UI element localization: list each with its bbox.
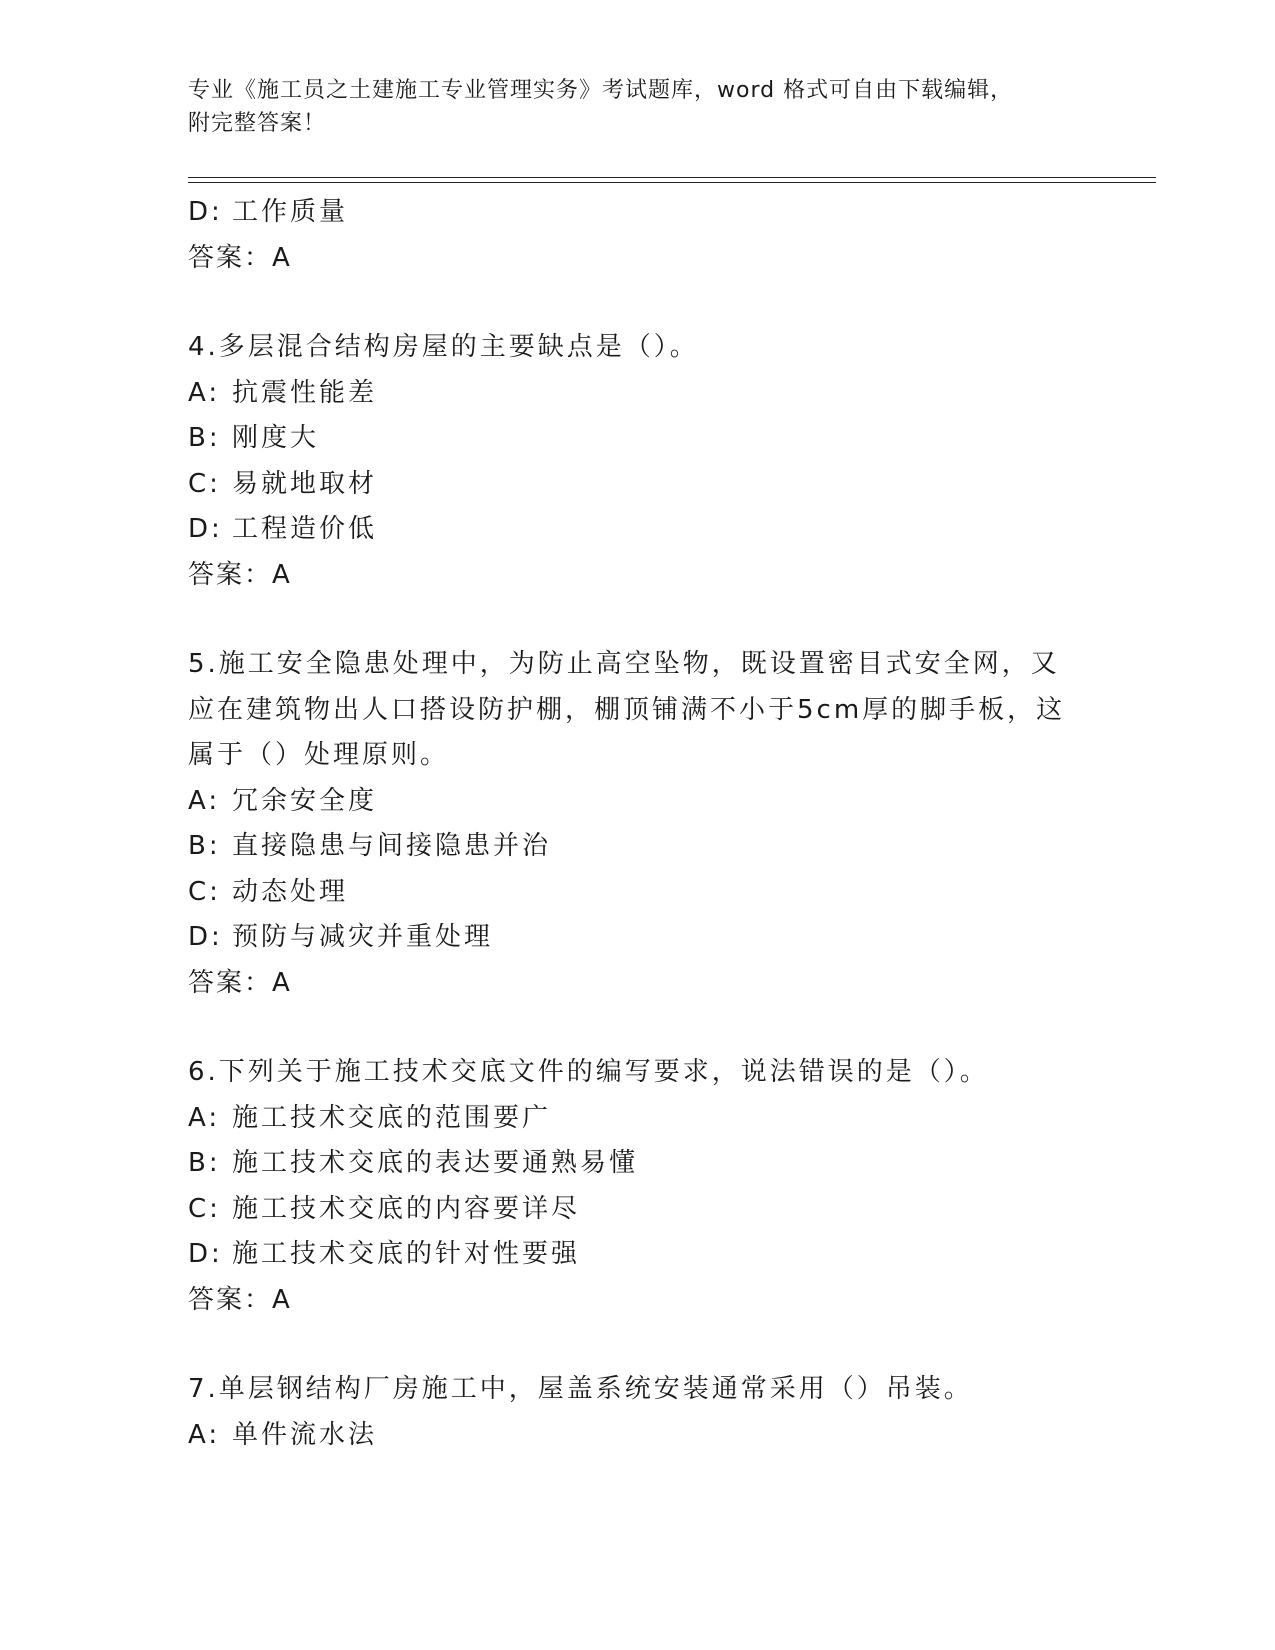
option-text: 施工技术交底的内容要详尽 — [232, 1193, 581, 1224]
option-letter: D: — [188, 514, 223, 544]
option-letter: A: — [188, 377, 221, 408]
question-5 — [188, 642, 1088, 1006]
option-letter: B: — [188, 423, 221, 453]
option-text: 工作质量 — [232, 197, 349, 227]
option-b — [188, 416, 1088, 462]
option-text: 冗余安全度 — [232, 785, 378, 816]
option-text: 动态处理 — [232, 876, 349, 907]
option-text: 易就地取材 — [232, 468, 378, 499]
option-letter: D: — [188, 197, 223, 227]
option-d — [188, 1232, 1088, 1278]
header-divider-top — [188, 177, 1156, 178]
option-d — [188, 915, 1088, 961]
header-divider-bottom — [188, 182, 1156, 183]
option-c — [188, 462, 1088, 508]
option-letter: A: — [188, 785, 221, 816]
answer-line: 答案：A — [188, 1284, 292, 1315]
document-header — [188, 74, 1068, 140]
option-letter: C: — [188, 1193, 221, 1224]
option-b — [188, 824, 1088, 870]
header-line-2: 附完整答案！ — [188, 111, 327, 136]
option-a — [188, 1096, 1088, 1142]
header-line-1: 专业《施工员之土建施工专业管理实务》考试题库，word 格式可自由下载编辑， — [188, 78, 1014, 103]
option-letter: C: — [188, 468, 221, 499]
option-text: 直接隐患与间接隐患并治 — [232, 831, 552, 861]
question-4 — [188, 325, 1088, 598]
question-text: 7.单层钢结构厂房施工中，屋盖系统安装通常采用（）吊装。 — [188, 1374, 973, 1404]
question-7 — [188, 1367, 1088, 1458]
question-text: 6.下列关于施工技术交底文件的编写要求，说法错误的是（）。 — [188, 1057, 989, 1087]
option-a — [188, 779, 1088, 825]
option-letter: A: — [188, 1102, 221, 1133]
question-list — [188, 190, 1088, 1458]
question-text-line-3: 属于（）处理原则。 — [188, 740, 450, 770]
option-text: 预防与减灾并重处理 — [232, 922, 494, 952]
option-c — [188, 870, 1088, 916]
option-text: 施工技术交底的针对性要强 — [232, 1239, 581, 1269]
option-d — [188, 190, 1088, 236]
option-letter: A: — [188, 1419, 221, 1450]
option-text: 刚度大 — [232, 423, 320, 453]
option-letter: B: — [188, 831, 221, 861]
question-text: 4.多层混合结构房屋的主要缺点是（）。 — [188, 332, 699, 362]
option-text: 施工技术交底的表达要通熟易懂 — [232, 1148, 639, 1178]
option-letter: B: — [188, 1148, 221, 1178]
option-text: 工程造价低 — [232, 514, 378, 544]
option-b — [188, 1141, 1088, 1187]
option-letter: D: — [188, 922, 223, 952]
option-letter: D: — [188, 1239, 223, 1269]
option-text: 单件流水法 — [232, 1419, 378, 1450]
option-a — [188, 1413, 1088, 1459]
answer-line: 答案：A — [188, 559, 292, 590]
option-a — [188, 371, 1088, 417]
option-c — [188, 1187, 1088, 1233]
answer-line: 答案：A — [188, 242, 292, 273]
option-text: 施工技术交底的范围要广 — [232, 1102, 552, 1133]
option-d — [188, 507, 1088, 553]
question-6 — [188, 1050, 1088, 1323]
previous-question-tail — [188, 190, 1088, 281]
option-letter: C: — [188, 876, 221, 907]
answer-line: 答案：A — [188, 967, 292, 998]
question-text-line-1: 5.施工安全隐患处理中，为防止高空坠物，既设置密目式安全网，又 — [188, 649, 1060, 679]
option-text: 抗震性能差 — [232, 377, 378, 408]
question-text-line-2: 应在建筑物出人口搭设防护棚，棚顶铺满不小于5cm厚的脚手板，这 — [188, 694, 1066, 725]
